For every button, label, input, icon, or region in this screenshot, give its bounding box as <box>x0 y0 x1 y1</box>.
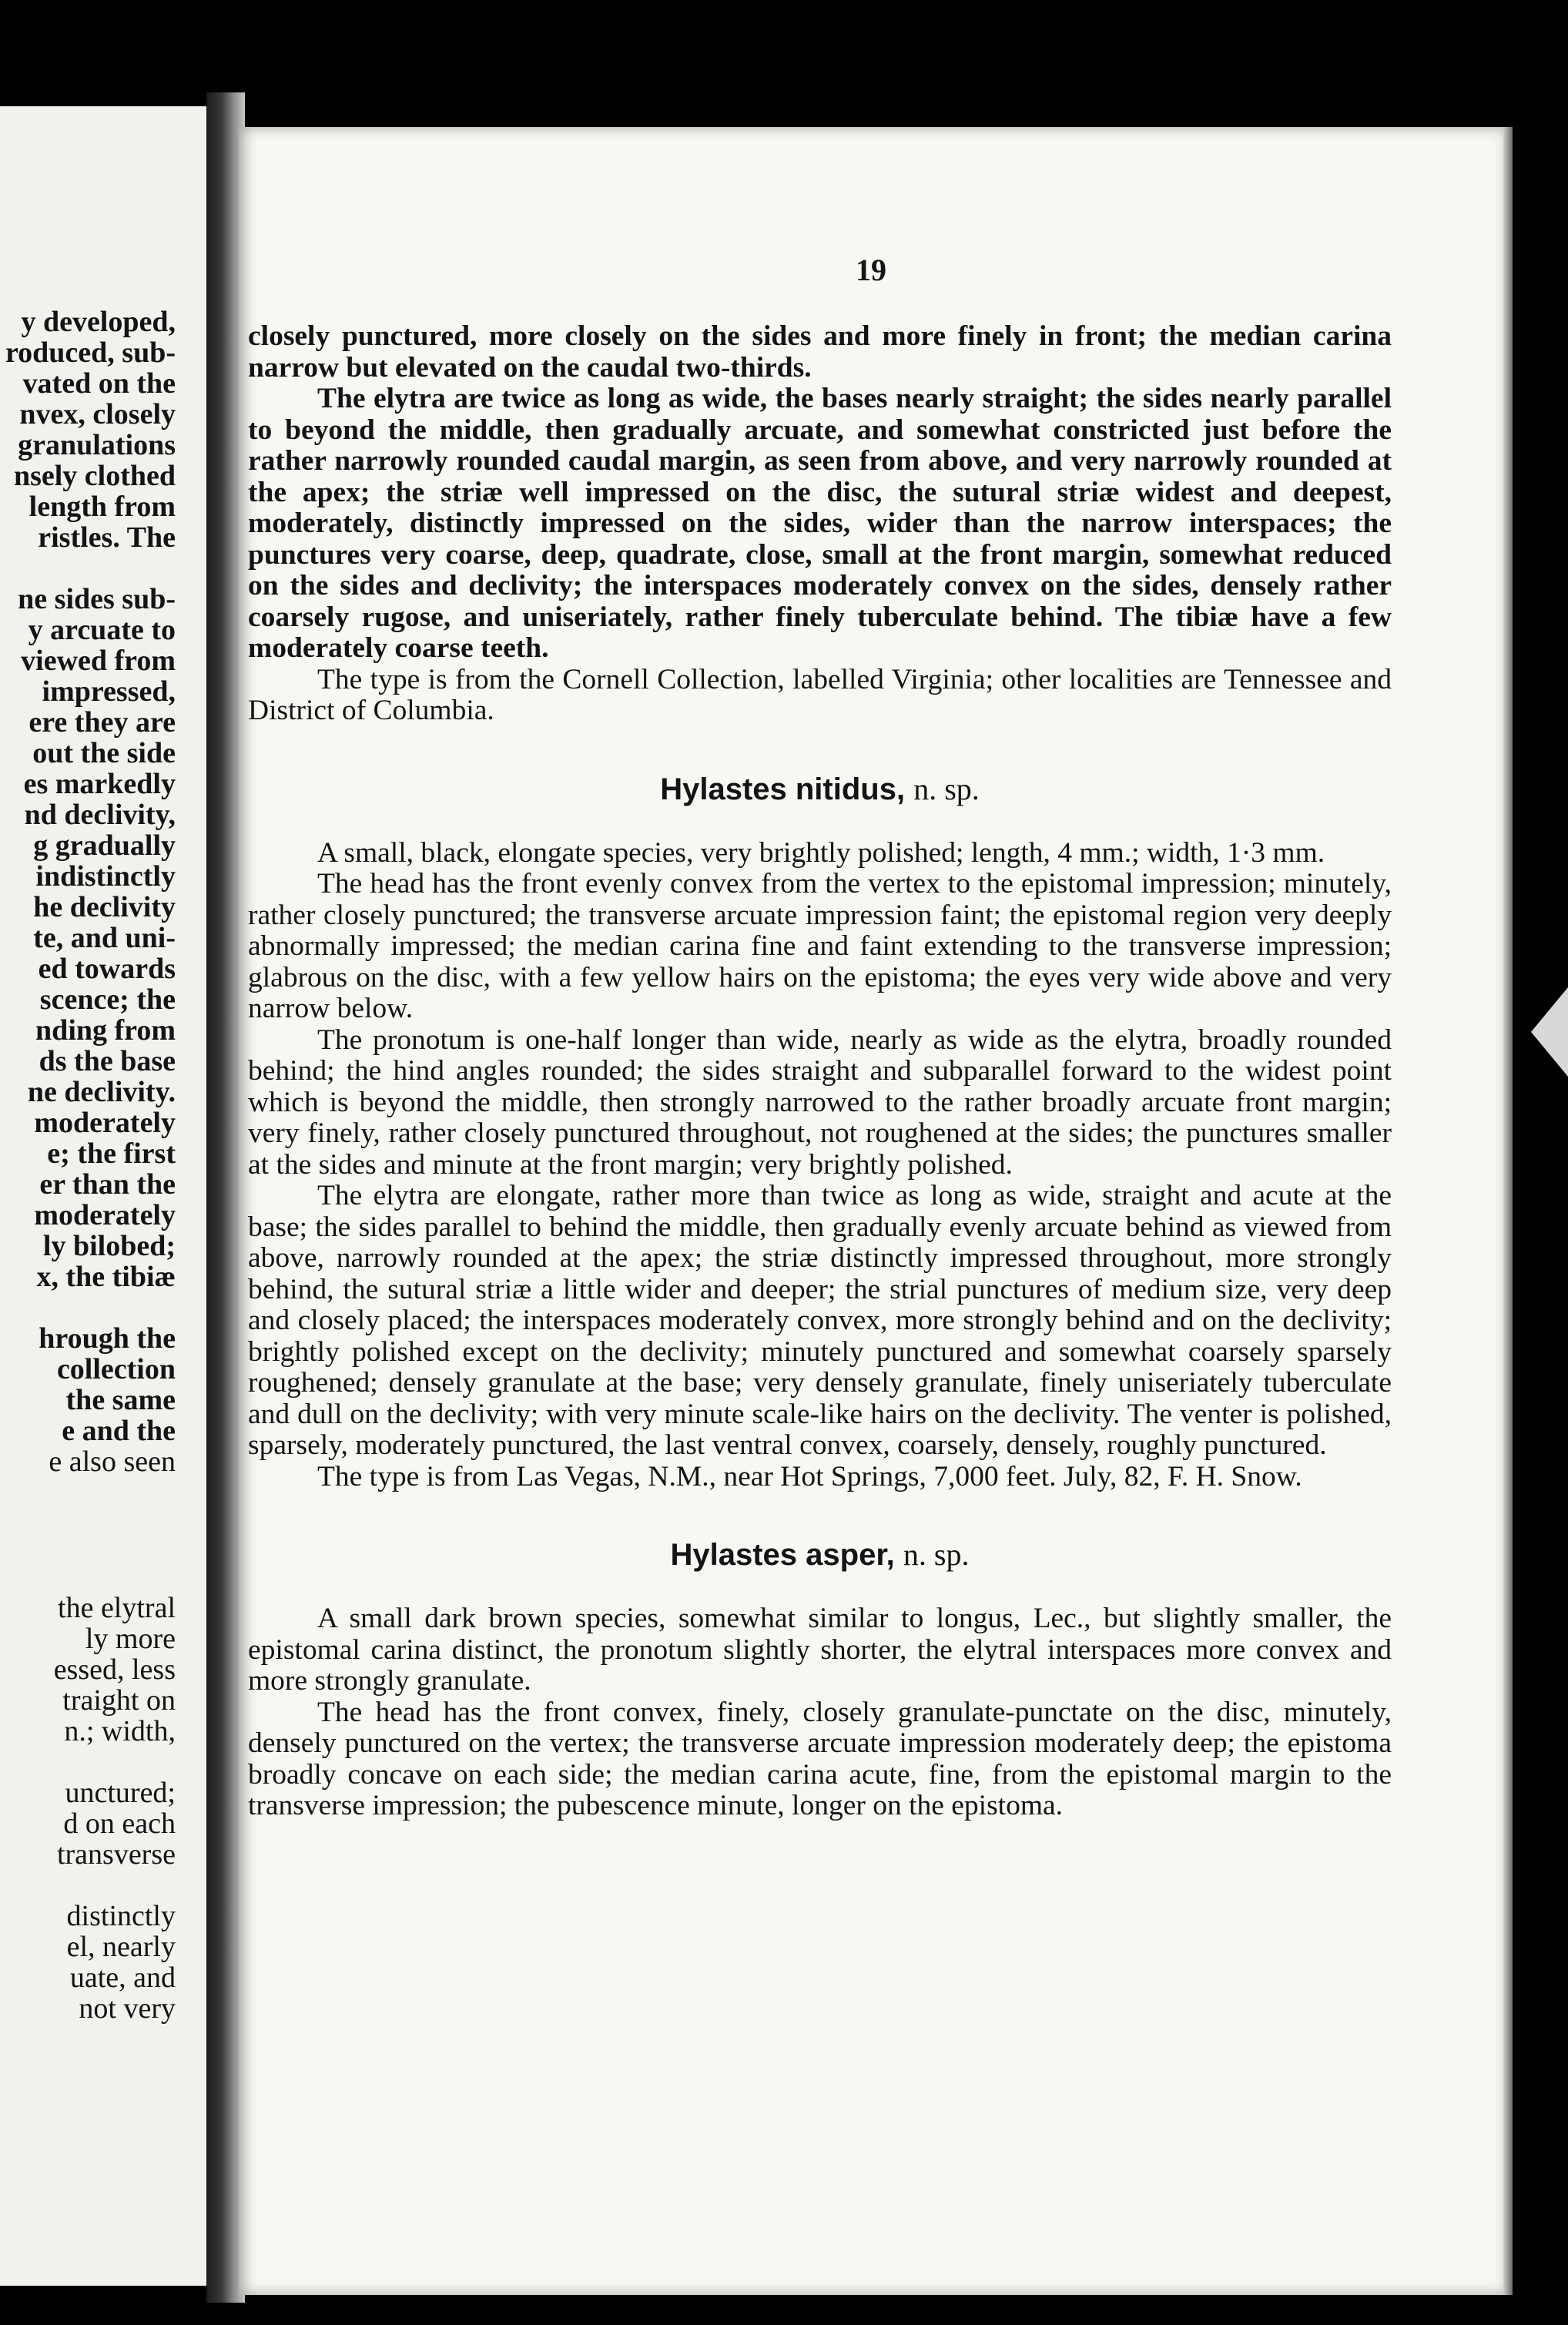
left-page-line: unctured; <box>65 1777 176 1809</box>
left-page-line: te, and uni- <box>33 922 176 954</box>
paragraph: The pronotum is one-half longer than wide, nearly as wide as the elytra, broadly rounded behind; the hind angles rounded; the sides straight and subparallel forward to the widest point which is beyond the middle, then strongly narrowed to the rather broadly arcuate front margin; very finely, rather closely punctured throughout, not roughened at the sides; the punctures smaller at the sides and minute at the front margin; very brightly polished. <box>248 1023 1392 1181</box>
left-page-line: he declivity <box>33 891 176 923</box>
left-page-line: the elytral <box>58 1592 176 1624</box>
paragraph: The elytra are twice as long as wide, the bases nearly straight; the sides nearly parallel to beyond the middle, then gradually arcuate, and somewhat constricted just before the rather narrowly rounded caudal margin, as seen from above, and very narrowly rounded at the apex; the striæ well impressed on the disc, the sutural striæ widest and deepest, moderately, distinctly impressed on the sides, wider than the narrow interspaces; the punctures very coarse, deep, quadrate, close, small at the front margin, somewhat reduced on the sides and declivity; the interspaces moderately convex on the sides, densely rather coarsely rugose, and uniseriately, rather finely tuberculate behind. The tibiæ have a few moderately coarse teeth. <box>248 383 1392 664</box>
left-page-line: nding from <box>35 1014 176 1047</box>
left-page-line: nvex, closely <box>19 398 176 430</box>
left-page-line: ne sides sub- <box>18 583 176 615</box>
left-page-line: nd declivity, <box>24 799 176 831</box>
left-page-line: x, the tibiæ <box>36 1261 176 1293</box>
right-page <box>239 127 1503 2295</box>
left-page-fragment <box>0 106 206 2286</box>
paragraph: The type is from the Cornell Collection, labelled Virginia; other localities are Tennessee and District of Columbia. <box>248 663 1392 726</box>
left-page-line: not very <box>79 1992 176 2025</box>
left-page-line: ds the base <box>39 1045 176 1077</box>
paragraph: The head has the front convex, finely, closely granulate-punctate on the disc, minutely, densely punctured on the vertex; the transverse arcuate impression moderately deep; the epistoma broadly concave on each side; the median carina acute, fine, from the epistomal margin to the transverse impression; the pubescence minute, longer on the epistoma. <box>248 1696 1392 1821</box>
page-number: 19 <box>856 253 886 287</box>
left-page-line: nsely clothed <box>13 460 176 492</box>
left-page-line: collection <box>56 1353 176 1385</box>
paragraph: A small, black, elongate species, very brightly polished; length, 4 mm.; width, 1·3 mm. <box>317 836 1325 869</box>
left-page-line: ere they are <box>28 706 176 739</box>
paragraph: The elytra are elongate, rather more than twice as long as wide, straight and acute at the base; the sides parallel to behind the middle, then gradually evenly arcuate behind as viewed from above, narrowly rounded at the apex; the striæ distinctly impressed throughout, more strongly behind, the sutural striæ a little wider and deeper; the strial punctures of medium size, very deep and closely placed; the interspaces moderately convex, more strongly behind and on the declivity; brightly polished except on the declivity; minutely punctured and somewhat coarsely sparsely roughened; densely granulate at the base; very densely granulate, finely uniseriately tuberculate and dull on the declivity; with very minute scale-like hairs on the declivity. The venter is polished, sparsely, moderately punctured, the last ventral convex, coarsely, densely, roughly punctured. <box>248 1180 1392 1461</box>
left-page-line: impressed, <box>42 675 176 708</box>
paragraph: The head has the front evenly convex from the vertex to the epistomal impression; minutely, rather closely punctured; the transverse arcuate impression faint; the epistomal region very deeply abnormally impressed; the median carina fine and faint extending to the transverse impression; glabrous on the disc, with a few yellow hairs on the epistoma; the eyes very wide above and very narrow below. <box>248 868 1392 1024</box>
left-page-line: y arcuate to <box>28 614 176 646</box>
left-page-line: traight on <box>62 1684 176 1717</box>
left-page-line: moderately <box>34 1199 176 1231</box>
species-suffix: n. sp. <box>913 771 980 806</box>
left-page-line: ly more <box>85 1623 176 1655</box>
left-page-line: er than the <box>39 1168 176 1201</box>
page-body <box>239 321 1392 1822</box>
left-page-line: roduced, sub- <box>5 337 176 369</box>
left-page-line: ed towards <box>38 953 176 985</box>
left-page-line: distinctly <box>66 1900 176 1932</box>
left-page-line: y developed, <box>21 306 176 338</box>
left-page-line: length from <box>28 491 176 523</box>
left-page-line: granulations <box>18 429 176 461</box>
left-page-line: d on each <box>63 1807 176 1840</box>
scan-edge-artifact <box>1531 987 1568 1077</box>
left-page-line: ne declivity. <box>27 1076 176 1108</box>
paragraph: closely punctured, more closely on the sides and more finely in front; the median carina narrow but elevated on the caudal two-thirds. <box>248 320 1392 384</box>
left-page-line: viewed from <box>21 645 176 677</box>
left-page-line: ristles. The <box>38 521 176 554</box>
left-page-line: g gradually <box>33 829 176 862</box>
left-page-line: e also seen <box>49 1446 176 1478</box>
species-suffix: n. sp. <box>903 1537 970 1572</box>
page-edge <box>1503 127 1513 2295</box>
left-page-line: the same <box>65 1384 176 1416</box>
left-page-line: e; the first <box>47 1137 176 1170</box>
left-page-line: moderately <box>34 1107 176 1139</box>
left-page-line: hrough the <box>39 1322 176 1355</box>
paragraph: A small dark brown species, somewhat similar to longus, Lec., but slightly smaller, the epistomal carina distinct, the pronotum slightly shorter, the elytral interspaces more convex and more strongly granulate. <box>248 1603 1392 1697</box>
left-page-line: uate, and <box>69 1962 176 1994</box>
left-page-line: transverse <box>56 1838 176 1871</box>
left-page-line: out the side <box>32 737 176 769</box>
left-page-line: es markedly <box>23 768 176 800</box>
left-page-line: vated on the <box>22 367 176 400</box>
left-page-line: n.; width, <box>64 1715 176 1747</box>
species-heading <box>248 772 1392 807</box>
left-page-line: scence; the <box>39 983 176 1016</box>
left-page-line: ly bilobed; <box>42 1230 176 1262</box>
species-name: Hylastes asper, <box>670 1538 895 1572</box>
left-page-line: el, nearly <box>66 1931 176 1963</box>
species-heading <box>248 1537 1392 1573</box>
paragraph: The type is from Las Vegas, N.M., near Hot Springs, 7,000 feet. July, 82, F. H. Snow. <box>317 1460 1302 1492</box>
left-page-line: essed, less <box>53 1653 176 1686</box>
left-page-line: indistinctly <box>35 860 176 893</box>
left-page-line: e and the <box>62 1415 176 1447</box>
species-name: Hylastes nitidus, <box>660 772 906 806</box>
